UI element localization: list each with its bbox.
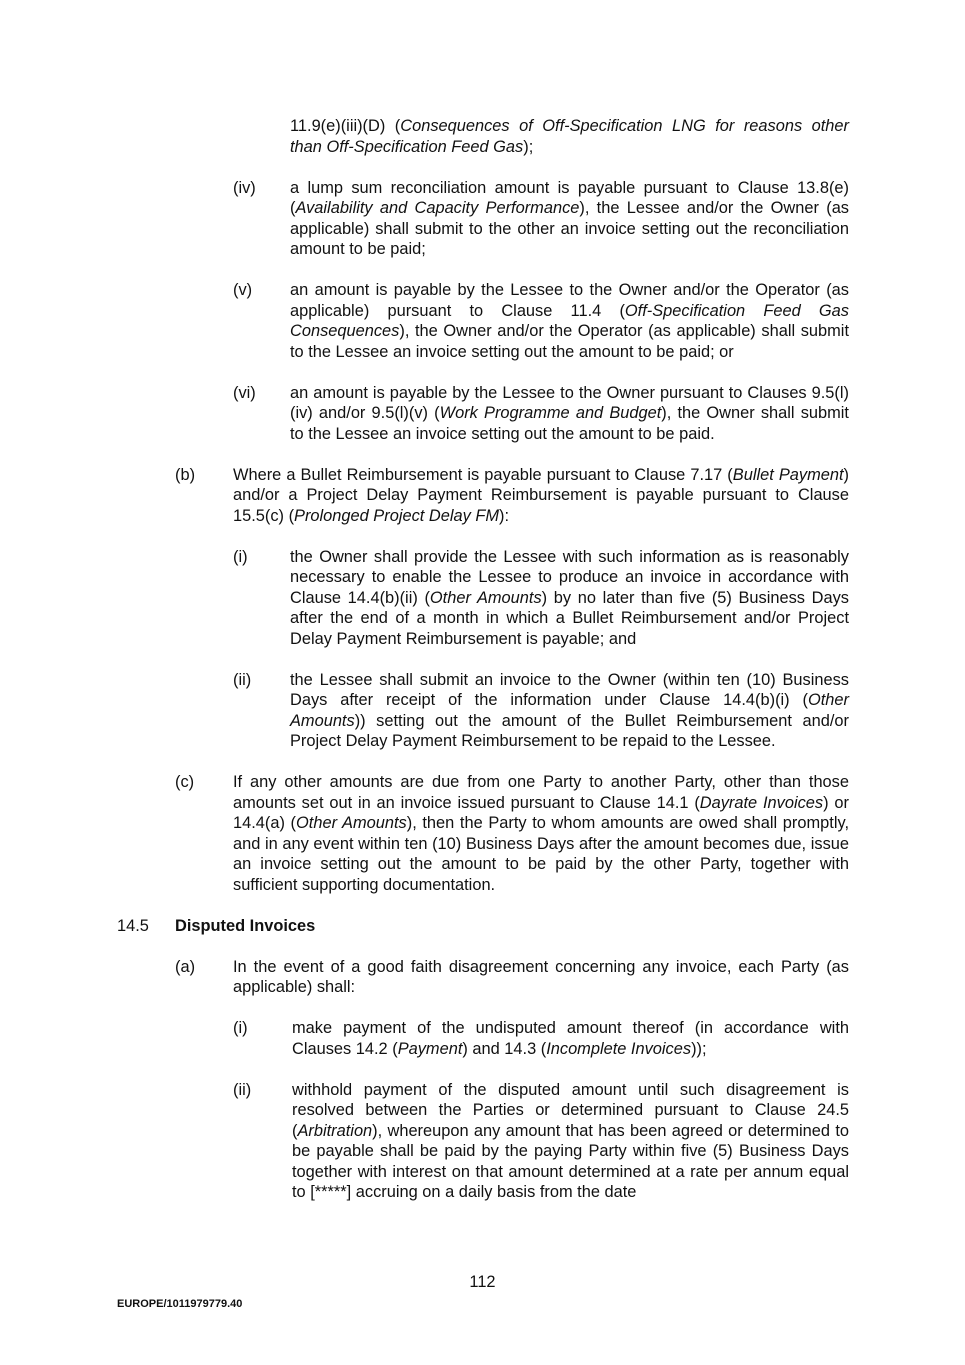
clause-text [233, 772, 849, 895]
text-segment: ) and 14.3 ( [462, 1039, 547, 1058]
section-heading [0, 916, 965, 937]
clause-label: (i) [233, 547, 248, 566]
clause-label: (b) [175, 465, 196, 484]
text-segment: Where a Bullet Reimbursement is payable pursuant to Clause 7.17 ( [233, 465, 733, 484]
clause-paragraph [0, 1018, 965, 1059]
text-segment: withhold payment of the disputed amount until such disagreement is resolved between the Parties or determined pursuant to Clause 24.5 ( [292, 1080, 849, 1140]
defined-term: Other Amounts [429, 588, 542, 607]
clause-paragraph [0, 670, 965, 752]
text-segment: )) setting out the amount of the Bullet Reimbursement and/or Project Delay Payment Reimbursement to be repaid to the Lessee. [290, 711, 849, 750]
clause-text [175, 916, 849, 937]
text-segment: In the event of a good faith disagreement concerning any invoice, each Party (as applicable) shall: [233, 957, 849, 996]
clause-paragraph [0, 465, 965, 527]
clause-text [290, 116, 849, 157]
text-segment: make payment of the undisputed amount thereof (in accordance with Clauses 14.2 ( [292, 1019, 849, 1058]
text-segment: the Lessee shall submit an invoice to the Owner (within ten (10) Business Days after receipt of the information under Clause 14.4(b)(i) ( [290, 670, 849, 709]
text-segment: ): [499, 506, 510, 525]
clause-label: (i) [233, 1019, 248, 1037]
clause-label: (iv) [233, 178, 256, 197]
clause-paragraph [0, 1080, 965, 1203]
text-segment: ), the Lessee and/or the Owner (as applicable) shall submit to the other an invoice setting out the reconciliation amount to be paid; [290, 199, 850, 258]
text-segment: a lump sum reconciliation amount is payable pursuant to Clause 13.8(e) ( [290, 178, 849, 217]
text-segment: )); [691, 1039, 707, 1058]
clause-text [290, 547, 849, 650]
clause-paragraph [0, 280, 965, 362]
text-segment: ), whereupon any amount that has been agreed or determined to be payable shall be paid by the paying Party within five (5) Business Days together with interest on that amount determined at a rate per annum equal to [*****] accruing on a daily basis from the date [292, 1121, 849, 1201]
text-segment: ), the Owner shall submit to the Lessee an invoice setting out the amount to be paid. [290, 404, 849, 443]
defined-term: Arbitration [297, 1121, 373, 1140]
document-body [0, 116, 965, 1223]
text-segment: ) by no later than five (5) Business Days after the end of a month in which a Bullet Reimbursement and/or Project Delay Payment Reimbursement is payable; and [290, 588, 849, 648]
defined-term: Consequences of Off-Specification LNG for reasons other than Off-Specification Feed Gas [290, 117, 849, 156]
text-segment: If any other amounts are due from one Party to another Party, other than those amounts set out in an invoice issued pursuant to Clause 14.1 ( [233, 773, 849, 812]
clause-paragraph [0, 383, 965, 445]
clause-label: (ii) [233, 1080, 252, 1099]
clause-text [292, 1018, 849, 1059]
text-segment: ) and/or a Project Delay Payment Reimbursement is payable pursuant to Clause 15.5(c) ( [233, 465, 849, 525]
defined-term: Availability and Capacity Performance [295, 199, 580, 217]
clause-text [233, 957, 849, 998]
clause-label: (vi) [233, 383, 256, 402]
clause-text [290, 178, 849, 260]
clause-label: (c) [175, 773, 195, 791]
document-reference: EUROPE/1011979779.40 [117, 1298, 243, 1310]
text-segment: ) or 14.4(a) ( [233, 793, 849, 832]
clause-paragraph [0, 957, 965, 998]
defined-term: Payment [397, 1039, 463, 1058]
text-segment: ); [523, 137, 534, 156]
defined-term: Dayrate Invoices [699, 793, 824, 812]
text-segment: ), the Owner and/or the Operator (as applicable) shall submit to the Lessee an invoice setting out the amount to be paid; or [290, 322, 849, 361]
page-number: 112 [469, 1273, 496, 1291]
clause-label: (v) [233, 281, 253, 299]
heading-text: Disputed Invoices [175, 916, 316, 935]
clause-paragraph [0, 547, 965, 650]
text-segment: 11.9(e)(iii)(D) ( [290, 117, 401, 135]
text-segment: ), then the Party to whom amounts are owed shall promptly, and in any event within ten (10) Business Days after the amount becomes due, issue an invoice setting out the amount to be paid by the other Party, together with sufficient supporting documentation. [233, 814, 849, 894]
text-segment: the Owner shall provide the Lessee with such information as is reasonably necessary to enable the Lessee to produce an invoice in accordance with Clause 14.4(b)(ii) ( [290, 547, 849, 607]
clause-text [233, 465, 849, 527]
text-segment: an amount is payable by the Lessee to the Owner and/or the Operator (as applicable) pursuant to Clause 11.4 ( [290, 281, 849, 320]
clause-text [290, 383, 849, 445]
clause-label: 14.5 [117, 916, 149, 935]
defined-term: Off-Specification Feed Gas Consequences [290, 301, 849, 340]
defined-term: Other Amounts [290, 691, 849, 730]
clause-paragraph [0, 772, 965, 895]
clause-paragraph [0, 178, 965, 260]
defined-term: Other Amounts [296, 814, 407, 832]
clause-text [292, 1080, 849, 1203]
clause-paragraph [0, 116, 965, 157]
text-segment: an amount is payable by the Lessee to the Owner pursuant to Clauses 9.5(l)(iv) and/or 9.5(l)(v) ( [290, 383, 849, 422]
defined-term: Work Programme and Budget [439, 404, 662, 422]
defined-term: Incomplete Invoices [546, 1039, 692, 1058]
clause-label: (a) [175, 957, 196, 976]
clause-text [290, 280, 849, 362]
clause-text [290, 670, 849, 752]
defined-term: Prolonged Project Delay FM [294, 506, 500, 525]
defined-term: Bullet Payment [732, 465, 844, 484]
clause-label: (ii) [233, 670, 252, 689]
